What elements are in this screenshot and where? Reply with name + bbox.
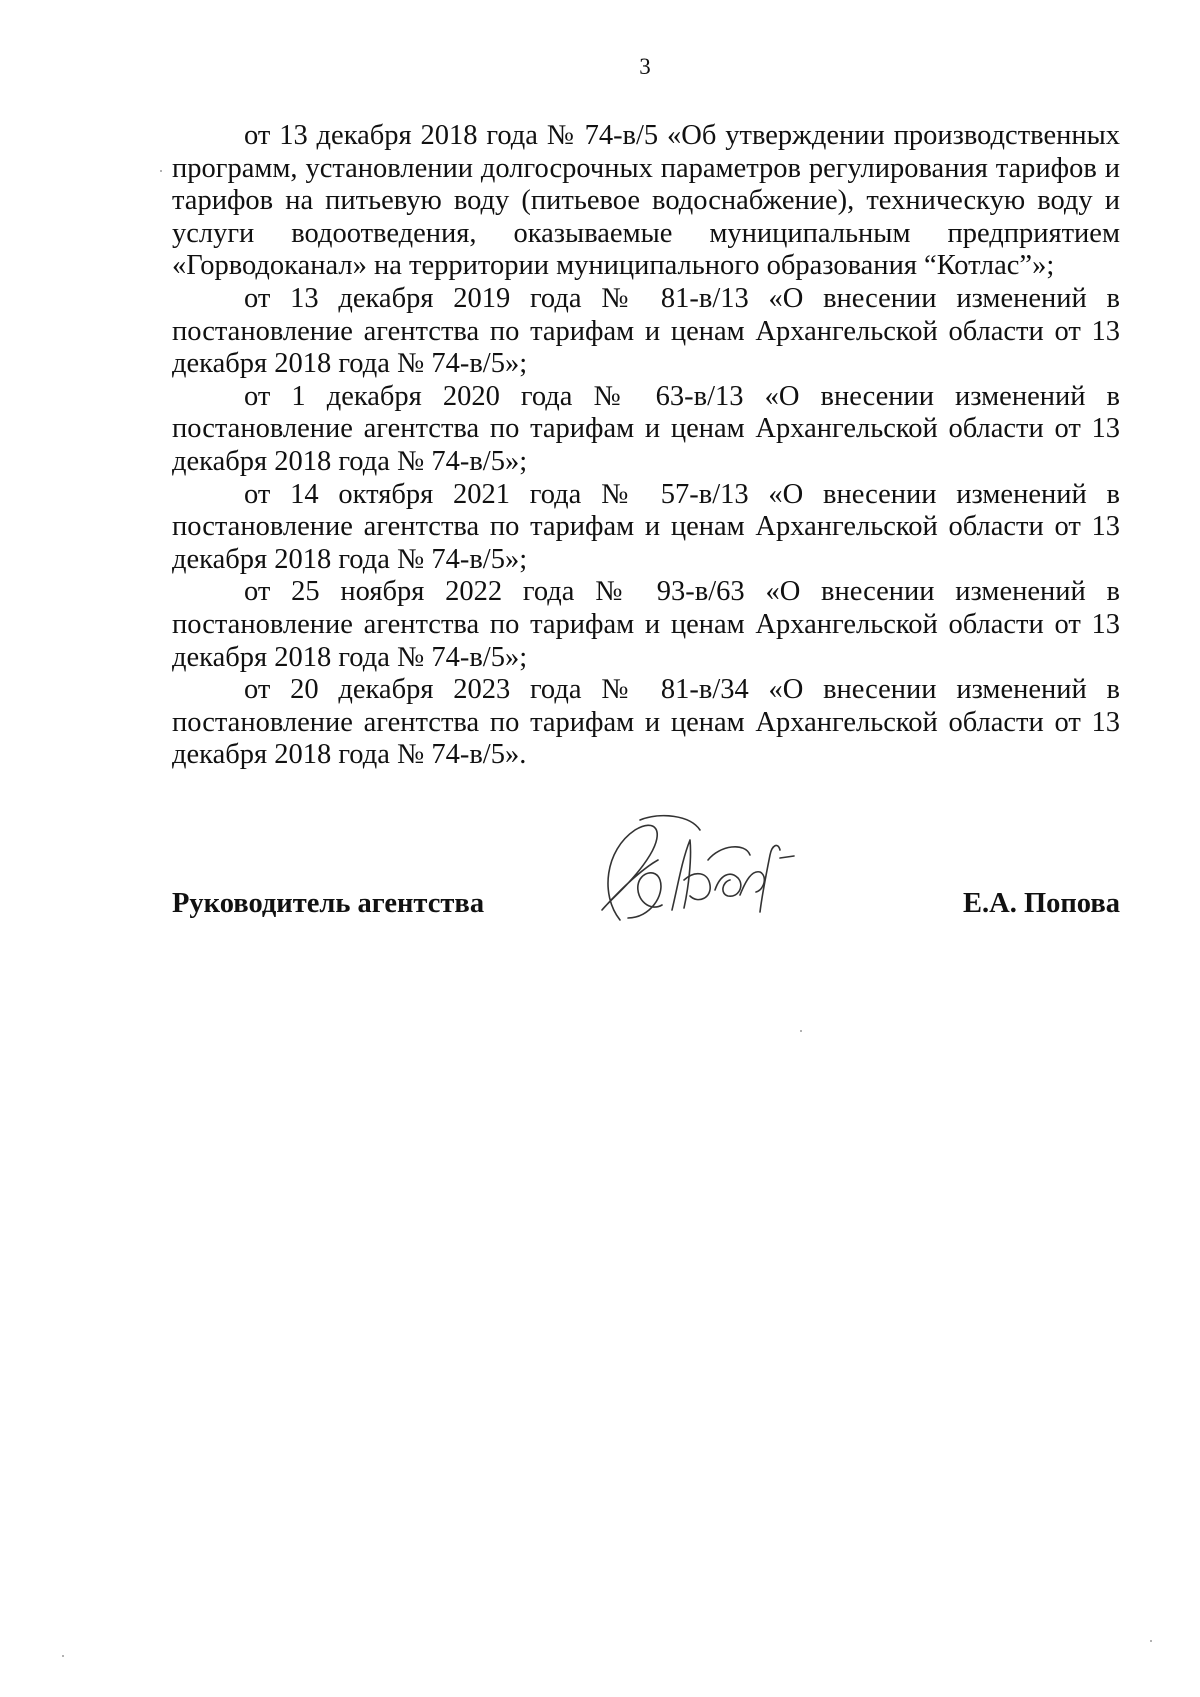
signature-block xyxy=(172,872,1120,932)
paragraph-amendment-2020: от 1 декабря 2020 года № 63-в/13 «О внесении изменений в постановление агентства по тарифам и ценам Архангельской области от 13 декабря 2018 года № 74-в/5»; xyxy=(172,380,1120,477)
paragraph-amendment-2019: от 13 декабря 2019 года № 81-в/13 «О внесении изменений в постановление агентства по тарифам и ценам Архангельской области от 13 декабря 2018 года № 74-в/5»; xyxy=(172,282,1120,380)
document-body xyxy=(172,120,1120,772)
scan-speck xyxy=(62,1655,64,1657)
paragraph-amendment-2023: от 20 декабря 2023 года № 81-в/34 «О внесении изменений в постановление агентства по тарифам и ценам Архангельской области от 13 декабря 2018 года № 74-в/5». xyxy=(172,674,1120,771)
paragraph-amendment-2022: от 25 ноября 2022 года № 93-в/63 «О внесении изменений в постановление агентства по тарифам и ценам Архангельской области от 13 декабря 2018 года № 74-в/5»; xyxy=(172,576,1120,673)
paragraph-amendment-2021: от 14 октября 2021 года № 57-в/13 «О внесении изменений в постановление агентства по тарифам и ценам Архангельской области от 13 декабря 2018 года № 74-в/5»; xyxy=(172,478,1120,575)
paragraph-decree-2018: от 13 декабря 2018 года № 74-в/5 «Об утверждении производственных программ, установлении долгосрочных параметров регулирования тарифов и тарифов на питьевую воду (питьевое водоснабжение), техническую воду и услуги водоотведения, оказываемые муниципальным предприятием «Горводоканал» на территории муниципального образования “Котлас”»; xyxy=(172,120,1120,282)
scan-speck xyxy=(800,1030,802,1032)
signatory-name: Е.А. Попова xyxy=(963,888,1120,919)
scan-speck xyxy=(160,170,162,172)
signatory-position: Руководитель агентства xyxy=(172,888,485,919)
scan-speck xyxy=(1150,1640,1152,1642)
page-number: 3 xyxy=(639,54,651,79)
